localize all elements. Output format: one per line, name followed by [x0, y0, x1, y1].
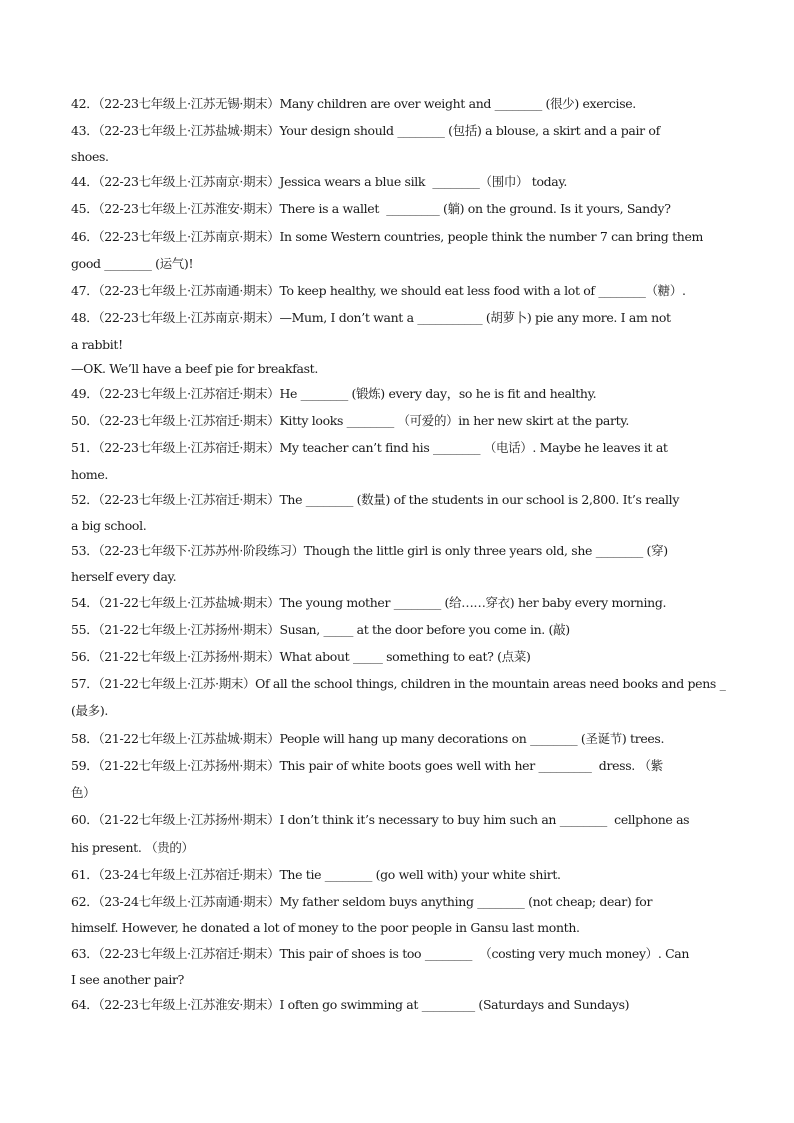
- question-47: 47．（22-23七年级上·江苏南通·期末）To keep healthy, we should eat less food with a lot of ________（糖）.: [71, 283, 686, 298]
- question-52-cont: a big school.: [71, 518, 147, 533]
- question-63-cont: I see another pair?: [71, 972, 185, 987]
- question-57: 57．（21-22七年级上·江苏·期末）Of all the school things, children in the mountain areas need books and pens _: [71, 676, 726, 691]
- question-59: 59．（21-22七年级上·江苏扬州·期末）This pair of white boots goes well with her _________ dress. （紫: [71, 758, 663, 773]
- question-53: 53．（22-23七年级下·江苏苏州·阶段练习）Though the little girl is only three years old, she ________ (穿): [71, 543, 668, 558]
- question-51: 51．（22-23七年级上·江苏宿迁·期末）My teacher can’t find his ________ （电话）. Maybe he leaves it at: [71, 440, 668, 455]
- question-53-cont: herself every day.: [71, 569, 177, 584]
- question-50: 50．（22-23七年级上·江苏宿迁·期末）Kitty looks ________ （可爱的）in her new skirt at the party.: [71, 413, 629, 428]
- question-57-cont: (最多).: [71, 703, 108, 718]
- question-61: 61．（23-24七年级上·江苏宿迁·期末）The tie ________ (go well with) your white shirt.: [71, 867, 561, 882]
- question-56: 56．（21-22七年级上·江苏扬州·期末）What about _____ something to eat? (点菜): [71, 649, 531, 664]
- question-49: 49．（22-23七年级上·江苏宿迁·期末）He ________ (锻炼) every day，so he is fit and healthy.: [71, 386, 597, 401]
- question-60-cont: his present. （贵的）: [71, 840, 194, 855]
- question-45: 45．（22-23七年级上·江苏淮安·期末）There is a wallet _________ (躺) on the ground. Is it yours, Sandy?: [71, 201, 671, 216]
- question-52: 52．（22-23七年级上·江苏宿迁·期末）The ________ (数量) of the students in our school is 2,800. It’s really: [71, 492, 680, 507]
- question-43-cont: shoes.: [71, 149, 109, 164]
- question-48-cont: a rabbit!: [71, 337, 123, 352]
- question-62: 62．（23-24七年级上·江苏南通·期末）My father seldom buys anything ________ (not cheap; dear) for: [71, 894, 653, 909]
- question-46-cont: good ________ (运气)!: [71, 256, 194, 271]
- question-46: 46．（22-23七年级上·江苏南京·期末）In some Western countries, people think the number 7 can bring them: [71, 229, 703, 244]
- question-43: 43．（22-23七年级上·江苏盐城·期末）Your design should ________ (包括) a blouse, a skirt and a pair of: [71, 123, 660, 138]
- question-62-cont: himself. However, he donated a lot of money to the poor people in Gansu last month.: [71, 920, 580, 935]
- question-48-reply: —OK. We’ll have a beef pie for breakfast.: [71, 361, 318, 376]
- question-54: 54．（21-22七年级上·江苏盐城·期末）The young mother ________ (给……穿衣) her baby every morning.: [71, 595, 667, 610]
- question-42: 42．（22-23七年级上·江苏无锡·期末）Many children are over weight and ________ (很少) exercise.: [71, 96, 636, 111]
- question-59-cont: 色）: [71, 785, 96, 800]
- question-58: 58．（21-22七年级上·江苏盐城·期末）People will hang up many decorations on ________ (圣诞节) trees.: [71, 731, 665, 746]
- question-44: 44．（22-23七年级上·江苏南京·期末）Jessica wears a blue silk ________（围巾） today.: [71, 174, 568, 189]
- question-63: 63．（22-23七年级上·江苏宿迁·期末）This pair of shoes is too ________ （costing very much money）. Can: [71, 946, 690, 961]
- question-48: 48．（22-23七年级上·江苏南京·期末）—Mum, I don’t want a ___________ (胡萝卜) pie any more. I am not: [71, 310, 671, 325]
- question-60: 60．（21-22七年级上·江苏扬州·期末）I don’t think it’s necessary to buy him such an ________ cellphone as: [71, 812, 690, 827]
- question-55: 55．（21-22七年级上·江苏扬州·期末）Susan, _____ at the door before you come in. (敲): [71, 622, 570, 637]
- question-51-cont: home.: [71, 467, 109, 482]
- question-64: 64．（22-23七年级上·江苏淮安·期末）I often go swimming at _________ (Saturdays and Sundays): [71, 997, 630, 1012]
